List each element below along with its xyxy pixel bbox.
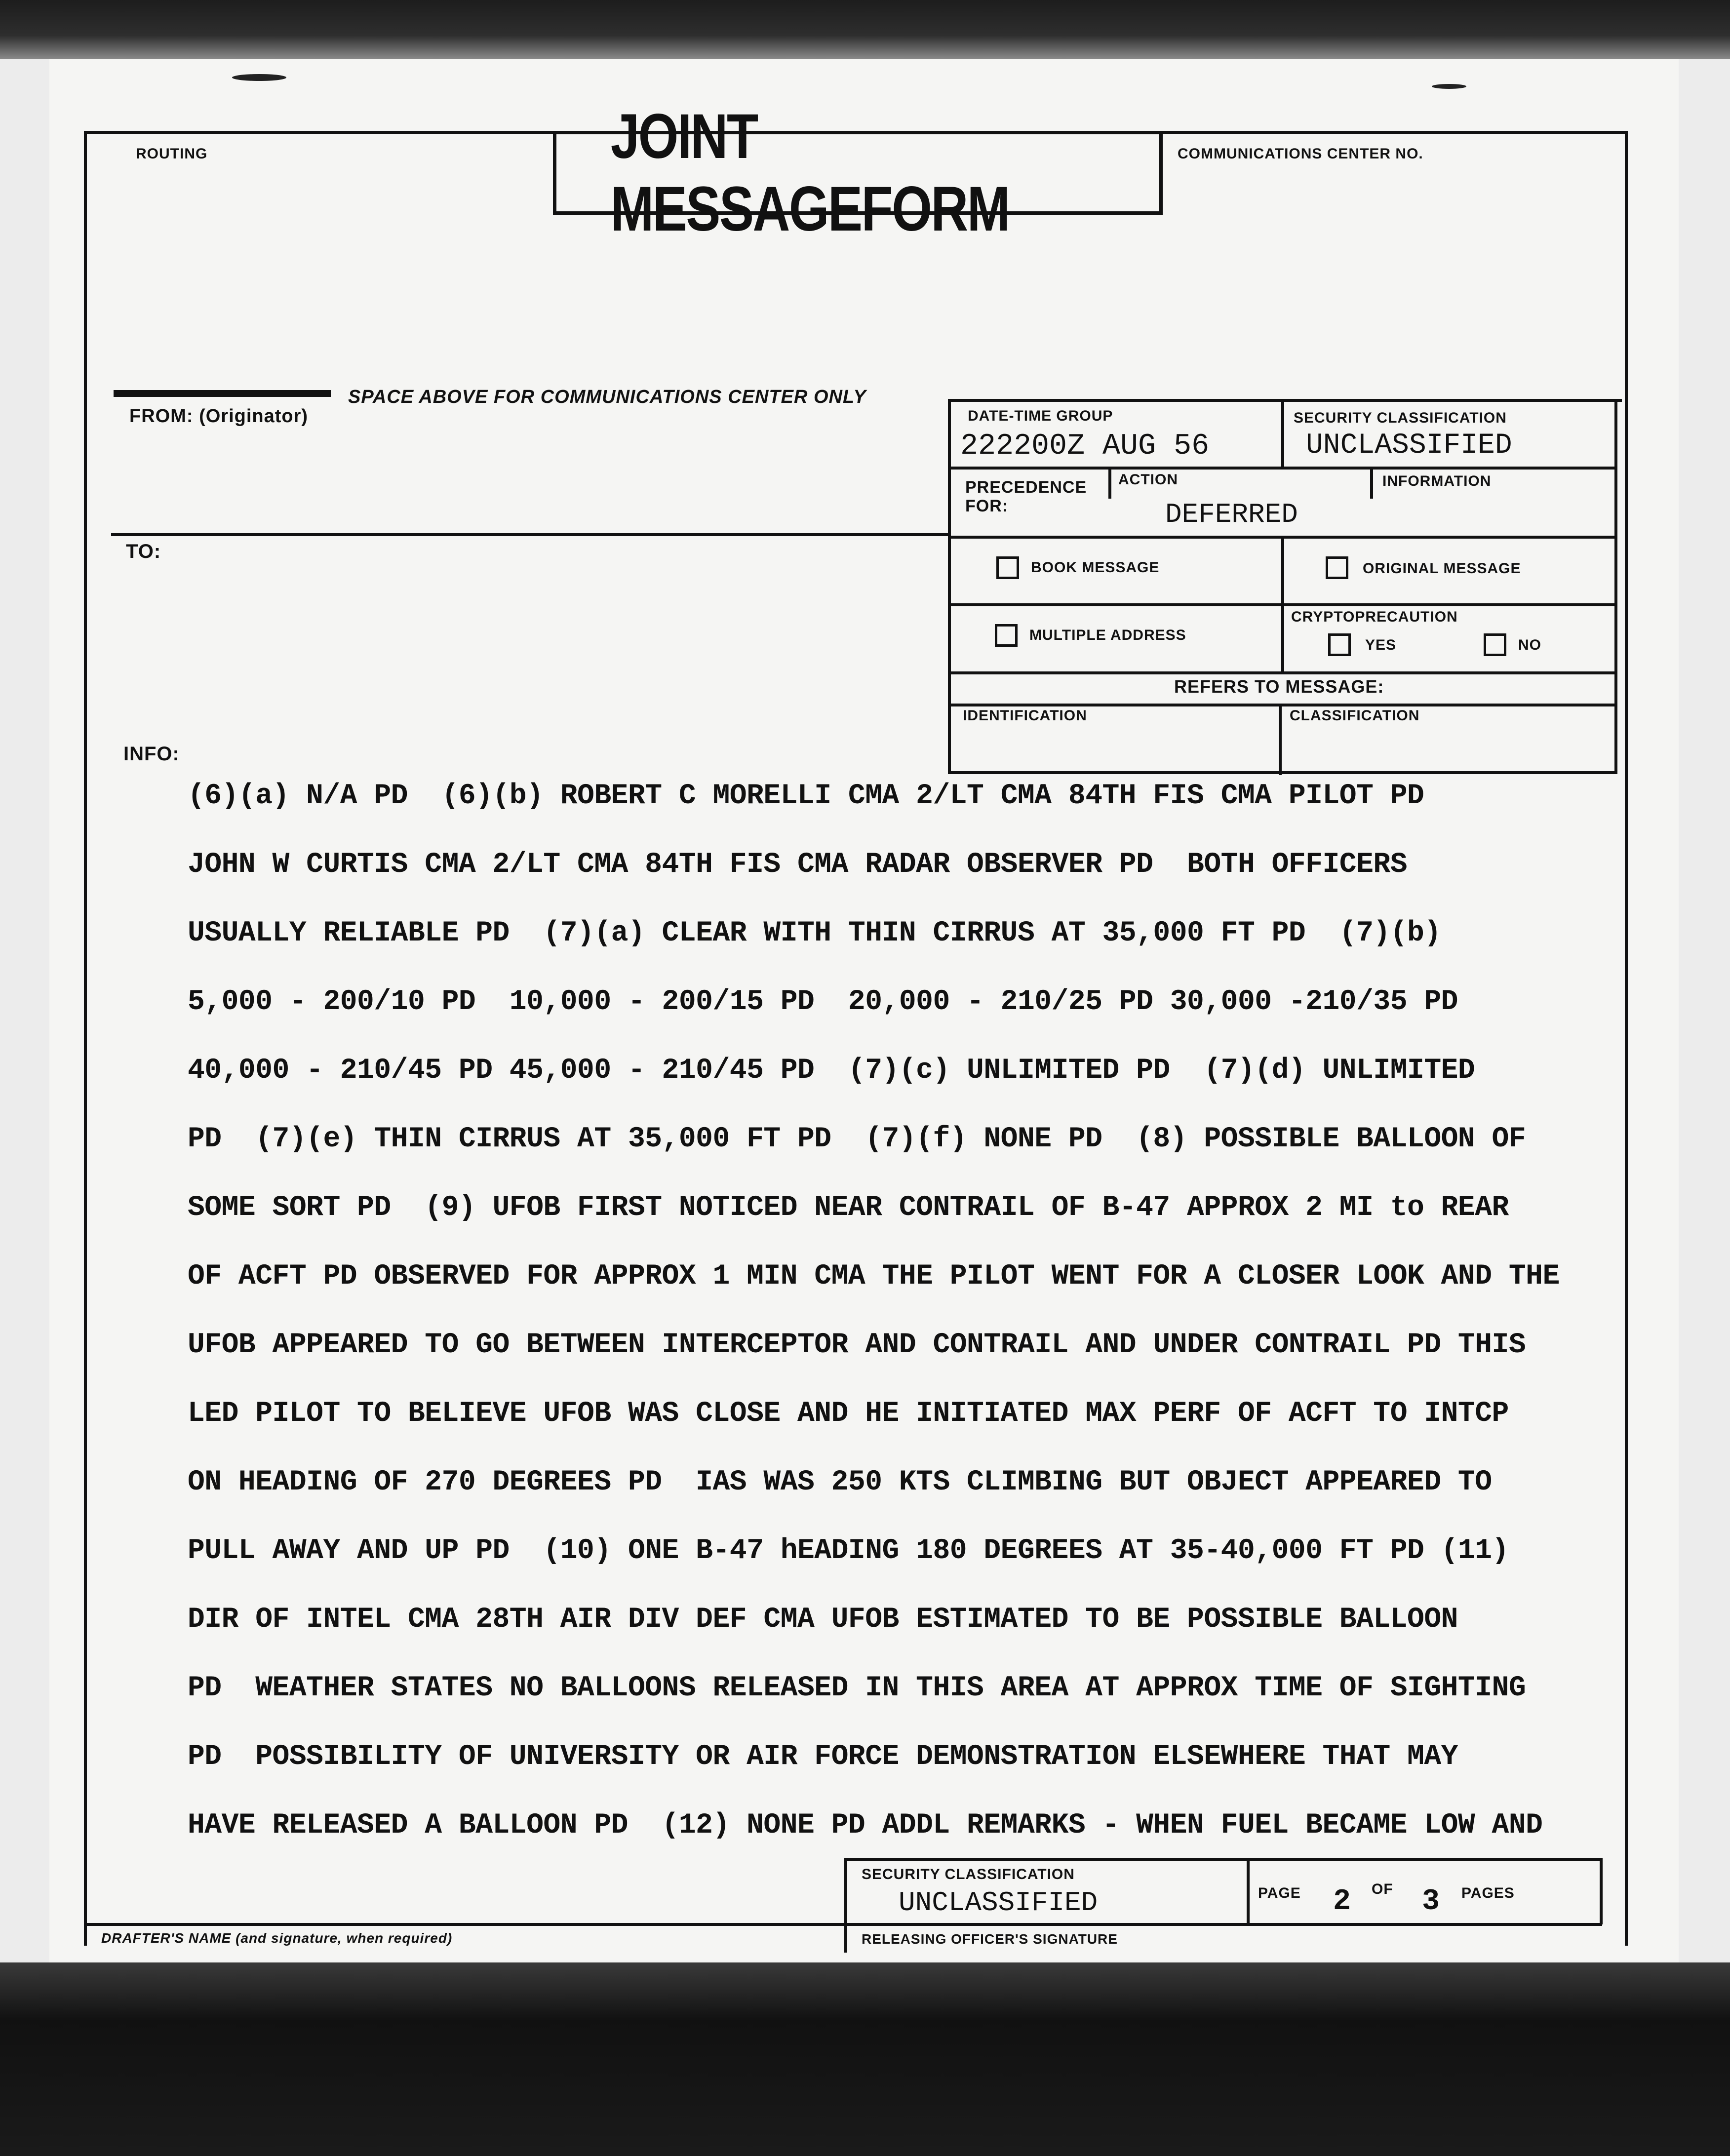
divider <box>84 1923 1602 1926</box>
divider <box>1614 399 1617 774</box>
body-line: DIR OF INTEL CMA 28TH AIR DIV DEF CMA UFOB ESTIMATED TO BE POSSIBLE BALLOON <box>188 1604 1458 1636</box>
body-line: HAVE RELEASED A BALLOON PD (12) NONE PD ADDL REMARKS - WHEN FUEL BECAME LOW AND <box>188 1809 1543 1842</box>
drafter-label: DRAFTER'S NAME (and signature, when required) <box>101 1930 453 1946</box>
refers-to-label: REFERS TO MESSAGE: <box>1174 676 1384 697</box>
body-line: PD (7)(e) THIN CIRRUS AT 35,000 FT PD (7)(f) NONE PD (8) POSSIBLE BALLOON OF <box>188 1123 1526 1155</box>
identification-label: IDENTIFICATION <box>963 707 1087 724</box>
routing-label: ROUTING <box>136 146 208 162</box>
footer-security-label: SECURITY CLASSIFICATION <box>862 1866 1075 1882</box>
body-line: (6)(a) N/A PD (6)(b) ROBERT C MORELLI CMA 2/LT CMA 84TH FIS CMA PILOT PD <box>188 780 1424 812</box>
page-label: PAGE <box>1258 1885 1301 1901</box>
crypto-yes-label: YES <box>1365 637 1397 653</box>
divider <box>948 467 1617 470</box>
divider <box>1600 1858 1603 1924</box>
action-label: ACTION <box>1118 471 1178 488</box>
divider <box>948 399 951 774</box>
divider <box>1279 704 1282 775</box>
body-line: ON HEADING OF 270 DEGREES PD IAS WAS 250 KTS CLIMBING BUT OBJECT APPEARED TO <box>188 1466 1492 1498</box>
divider <box>1281 399 1284 468</box>
ink-mark <box>232 74 286 81</box>
body-line: PD WEATHER STATES NO BALLOONS RELEASED IN THIS AREA AT APPROX TIME OF SIGHTING <box>188 1672 1526 1704</box>
body-line: PD POSSIBILITY OF UNIVERSITY OR AIR FORCE DEMONSTRATION ELSEWHERE THAT MAY <box>188 1741 1458 1773</box>
divider <box>948 671 1617 674</box>
from-label: FROM: (Originator) <box>129 406 309 427</box>
divider <box>1370 467 1373 499</box>
divider <box>948 603 1617 606</box>
book-message-checkbox[interactable] <box>996 556 1019 579</box>
body-line: LED PILOT TO BELIEVE UFOB WAS CLOSE AND HE INITIATED MAX PERF OF ACFT TO INTCP <box>188 1398 1509 1430</box>
to-label: TO: <box>126 541 161 562</box>
crypto-no-checkbox[interactable] <box>1484 633 1506 656</box>
date-time-group-label: DATE-TIME GROUP <box>968 408 1113 424</box>
space-above-note: SPACE ABOVE FOR COMMUNICATIONS CENTER ONLY <box>348 387 866 407</box>
crypto-yes-checkbox[interactable] <box>1328 633 1351 656</box>
security-classification-label: SECURITY CLASSIFICATION <box>1294 410 1507 426</box>
cryptoprecaution-label: CRYPTOPRECAUTION <box>1291 609 1458 625</box>
divider <box>844 1858 847 1924</box>
classification-label: CLASSIFICATION <box>1290 707 1420 724</box>
divider <box>948 704 1617 706</box>
multiple-address-label: MULTIPLE ADDRESS <box>1029 627 1186 643</box>
page-number: 2 <box>1333 1885 1351 1919</box>
footer-security-value: UNCLASSIFIED <box>899 1887 1098 1919</box>
divider <box>948 771 1617 774</box>
security-classification-value: UNCLASSIFIED <box>1306 430 1512 462</box>
scan-top-border <box>0 0 1730 59</box>
precedence-value: DEFERRED <box>1165 499 1298 530</box>
body-line: UFOB APPEARED TO GO BETWEEN INTERCEPTOR AND CONTRAIL AND UNDER CONTRAIL PD THIS <box>188 1329 1526 1361</box>
body-line: PULL AWAY AND UP PD (10) ONE B-47 hEADING 180 DEGREES AT 35-40,000 FT PD (11) <box>188 1535 1509 1567</box>
body-line: OF ACFT PD OBSERVED FOR APPROX 1 MIN CMA THE PILOT WENT FOR A CLOSER LOOK AND THE <box>188 1260 1560 1293</box>
crypto-no-label: NO <box>1518 637 1541 653</box>
divider <box>114 390 331 397</box>
body-line: 40,000 - 210/45 PD 45,000 - 210/45 PD (7)(c) UNLIMITED PD (7)(d) UNLIMITED <box>188 1055 1475 1087</box>
original-message-label: ORIGINAL MESSAGE <box>1363 560 1521 577</box>
scan-bottom-border <box>0 1962 1730 2156</box>
body-line: 5,000 - 200/10 PD 10,000 - 200/15 PD 20,000 - 210/25 PD 30,000 -210/35 PD <box>188 986 1458 1018</box>
information-label: INFORMATION <box>1382 473 1492 489</box>
precedence-label: PRECEDENCE FOR: <box>965 478 1087 515</box>
of-label: OF <box>1372 1881 1393 1897</box>
divider <box>111 533 950 536</box>
releasing-label: RELEASING OFFICER'S SIGNATURE <box>862 1931 1118 1947</box>
ink-mark <box>1432 84 1466 89</box>
divider <box>844 1858 1602 1861</box>
pages-label: PAGES <box>1461 1885 1515 1901</box>
original-message-checkbox[interactable] <box>1326 556 1348 579</box>
book-message-label: BOOK MESSAGE <box>1031 559 1160 576</box>
info-label: INFO: <box>123 743 180 765</box>
divider <box>1247 1858 1250 1924</box>
total-pages: 3 <box>1422 1885 1440 1919</box>
form-title: JOINT MESSAGEFORM <box>610 101 1009 244</box>
body-line: USUALLY RELIABLE PD (7)(a) CLEAR WITH THIN CIRRUS AT 35,000 FT PD (7)(b) <box>188 917 1441 949</box>
divider <box>948 399 1622 402</box>
body-line: SOME SORT PD (9) UFOB FIRST NOTICED NEAR CONTRAIL OF B-47 APPROX 2 MI to REAR <box>188 1192 1509 1224</box>
date-time-group-value: 222200Z AUG 56 <box>960 430 1210 463</box>
divider <box>1108 467 1111 499</box>
comm-center-label: COMMUNICATIONS CENTER NO. <box>1178 146 1423 162</box>
divider <box>844 1923 847 1953</box>
form-title-box <box>553 101 1163 244</box>
body-line: JOHN W CURTIS CMA 2/LT CMA 84TH FIS CMA RADAR OBSERVER PD BOTH OFFICERS <box>188 849 1408 881</box>
multiple-address-checkbox[interactable] <box>995 624 1018 647</box>
